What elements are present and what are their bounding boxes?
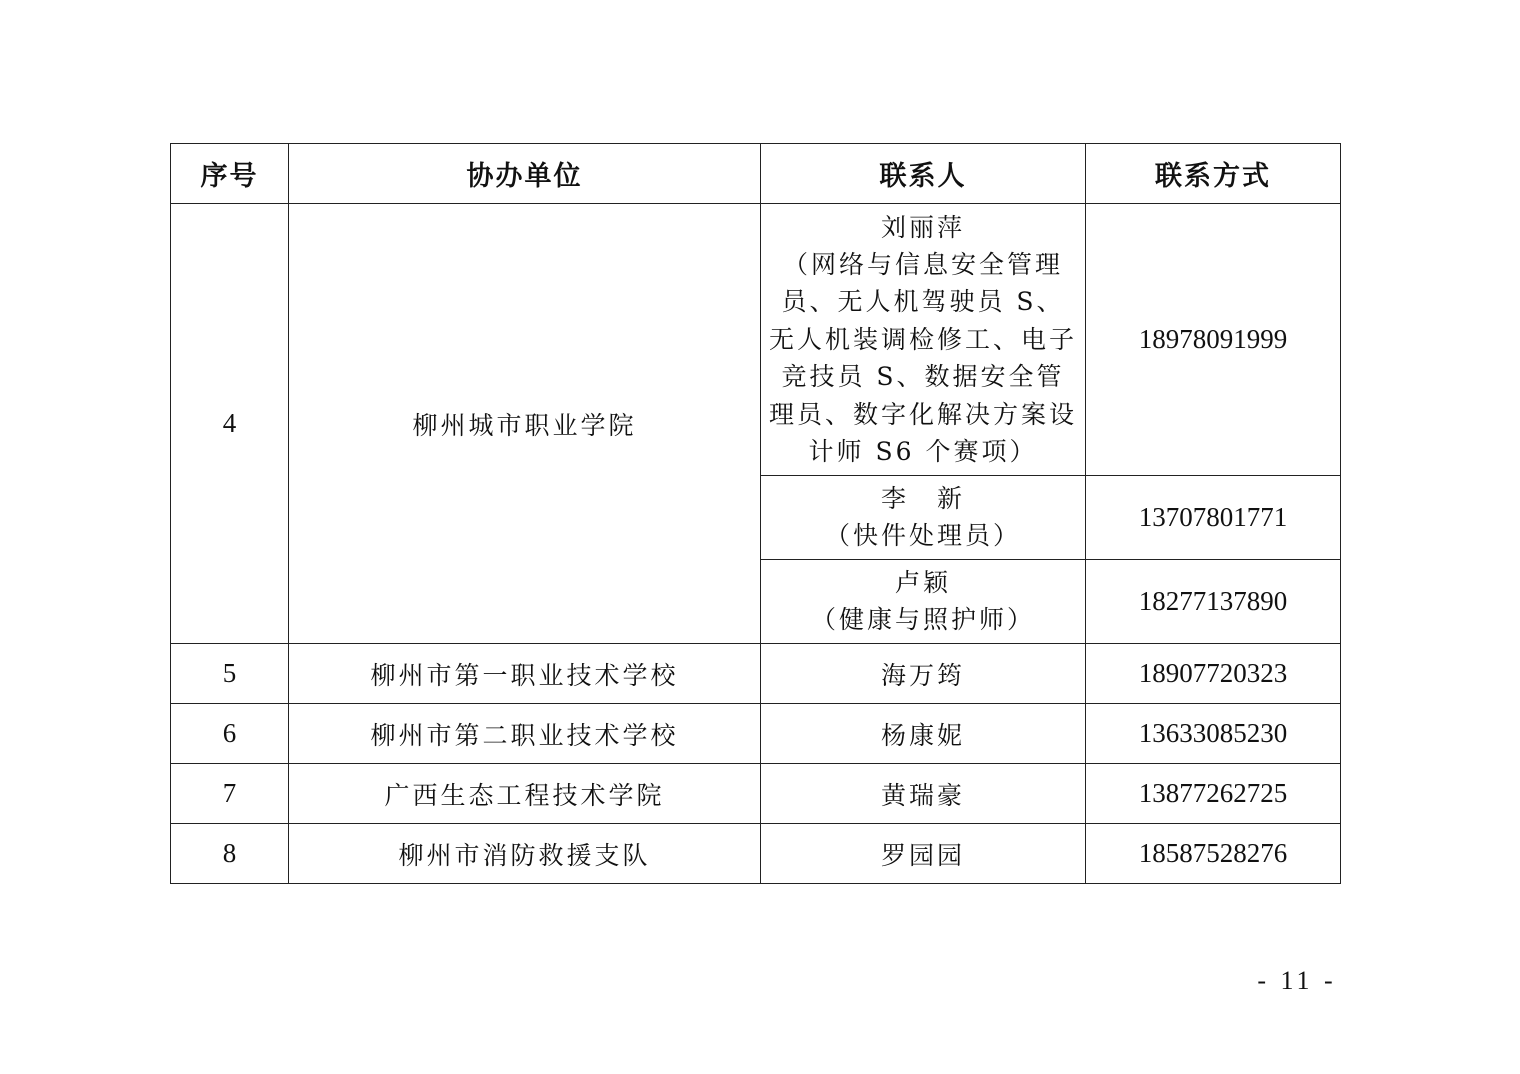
row-index: 8 [171, 824, 289, 884]
contact-name: 刘丽萍 [880, 212, 965, 242]
contact-note: （健康与照护师） [810, 605, 1035, 635]
contact-name: 卢颖 [894, 568, 951, 598]
table-row [171, 204, 1341, 476]
row-unit: 广西生态工程技术学院 [289, 764, 761, 824]
contact-cell: 罗园园 [761, 824, 1086, 884]
table-row [171, 704, 1341, 764]
phone-cell: 18907720323 [1086, 644, 1341, 704]
contact-cell [761, 476, 1086, 560]
phone-cell: 18277137890 [1086, 560, 1341, 644]
header-unit: 协办单位 [289, 144, 761, 204]
table-row [171, 764, 1341, 824]
phone-cell: 18978091999 [1086, 204, 1341, 476]
contact-cell: 杨康妮 [761, 704, 1086, 764]
contact-note: （网络与信息安全管理员、无人机驾驶员 S、无人机装调检修工、电子竞技员 S、数据安全管理员、数字化解决方案设计师 S6 个赛项） [769, 249, 1078, 466]
phone-cell: 13633085230 [1086, 704, 1341, 764]
table-row [171, 644, 1341, 704]
phone-cell: 13707801771 [1086, 476, 1341, 560]
header-contact: 联系人 [761, 144, 1086, 204]
row-index: 5 [171, 644, 289, 704]
contact-cell: 黄瑞豪 [761, 764, 1086, 824]
table-header-row [171, 144, 1341, 204]
row-index: 7 [171, 764, 289, 824]
contact-note: （快件处理员） [824, 521, 1021, 551]
header-index: 序号 [171, 144, 289, 204]
header-phone: 联系方式 [1086, 144, 1341, 204]
contact-cell [761, 560, 1086, 644]
contact-cell: 海万筠 [761, 644, 1086, 704]
row-index: 4 [171, 204, 289, 644]
row-unit: 柳州市第一职业技术学校 [289, 644, 761, 704]
phone-cell: 13877262725 [1086, 764, 1341, 824]
phone-cell: 18587528276 [1086, 824, 1341, 884]
table-row [171, 824, 1341, 884]
row-unit: 柳州市第二职业技术学校 [289, 704, 761, 764]
contact-cell [761, 204, 1086, 476]
contact-name: 李 新 [880, 484, 965, 514]
page-number: - 11 - [1257, 966, 1337, 995]
contact-table [170, 143, 1341, 884]
row-index: 6 [171, 704, 289, 764]
row-unit: 柳州市消防救援支队 [289, 824, 761, 884]
row-unit: 柳州城市职业学院 [289, 204, 761, 644]
